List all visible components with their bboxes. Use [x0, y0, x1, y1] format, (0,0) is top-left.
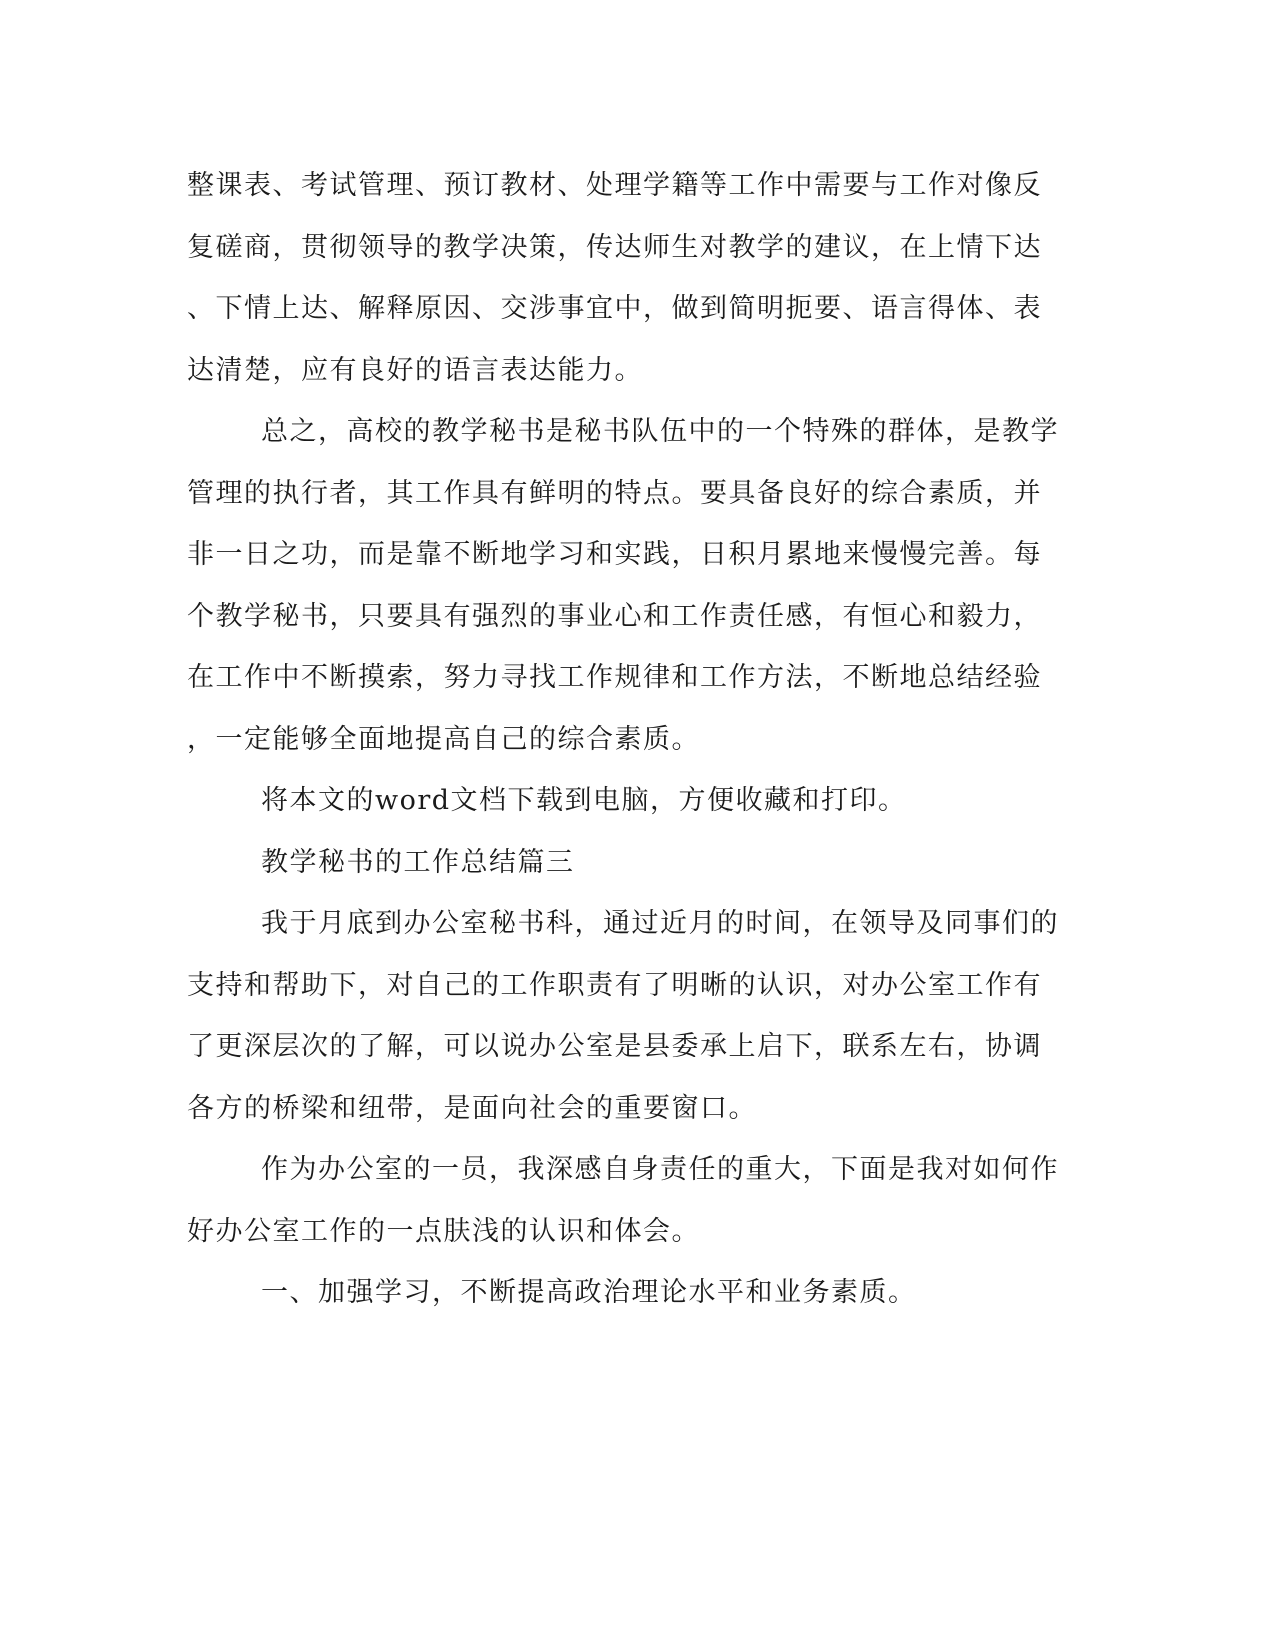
paragraph-2-line-2: 管理的执行者，其工作具有鲜明的特点。要具备良好的综合素质，并	[187, 477, 1042, 509]
paragraph-1-line-3: 、下情上达、解释原因、交涉事宜中，做到简明扼要、语言得体、表	[187, 293, 1042, 324]
paragraph-2-line-5: 在工作中不断摸索，努力寻找工作规律和工作方法，不断地总结经验	[187, 662, 1042, 693]
paragraph-6-line-2: 好办公室工作的一点肤浅的认识和体会。	[187, 1215, 700, 1247]
paragraph-2-line-4: 个教学秘书，只要具有强烈的事业心和工作责任感，有恒心和毅力，	[187, 600, 1042, 632]
numbered-point-1: 一、加强学习，不断提高政治理论水平和业务素质。	[261, 1277, 917, 1308]
paragraph-5-line-2: 支持和帮助下，对自己的工作职责有了明晰的认识，对办公室工作有	[187, 969, 1042, 1001]
download-note: 将本文的word文档下载到电脑，方便收藏和打印。	[261, 785, 907, 816]
paragraph-2-line-6: ，一定能够全面地提高自己的综合素质。	[187, 723, 700, 755]
paragraph-1-line-4: 达清楚，应有良好的语言表达能力。	[187, 354, 643, 386]
document-body	[187, 155, 1067, 1324]
section-heading: 教学秘书的工作总结篇三	[261, 846, 575, 878]
paragraph-5-line-4: 各方的桥梁和纽带，是面向社会的重要窗口。	[187, 1092, 757, 1124]
paragraph-2-line-3: 非一日之功，而是靠不断地学习和实践，日积月累地来慢慢完善。每	[187, 539, 1042, 570]
paragraph-5-line-1: 我于月底到办公室秘书科，通过近月的时间，在领导及同事们的	[261, 908, 1059, 939]
paragraph-2-line-1: 总之，高校的教学秘书是秘书队伍中的一个特殊的群体，是教学	[261, 416, 1059, 447]
paragraph-1-line-1: 整课表、考试管理、预订教材、处理学籍等工作中需要与工作对像反	[187, 170, 1042, 201]
paragraph-6-line-1: 作为办公室的一员，我深感自身责任的重大，下面是我对如何作	[261, 1154, 1059, 1185]
paragraph-5-line-3: 了更深层次的了解，可以说办公室是县委承上启下，联系左右，协调	[187, 1031, 1042, 1062]
paragraph-1-line-2: 复磋商，贯彻领导的教学决策，传达师生对教学的建议，在上情下达	[187, 231, 1042, 263]
